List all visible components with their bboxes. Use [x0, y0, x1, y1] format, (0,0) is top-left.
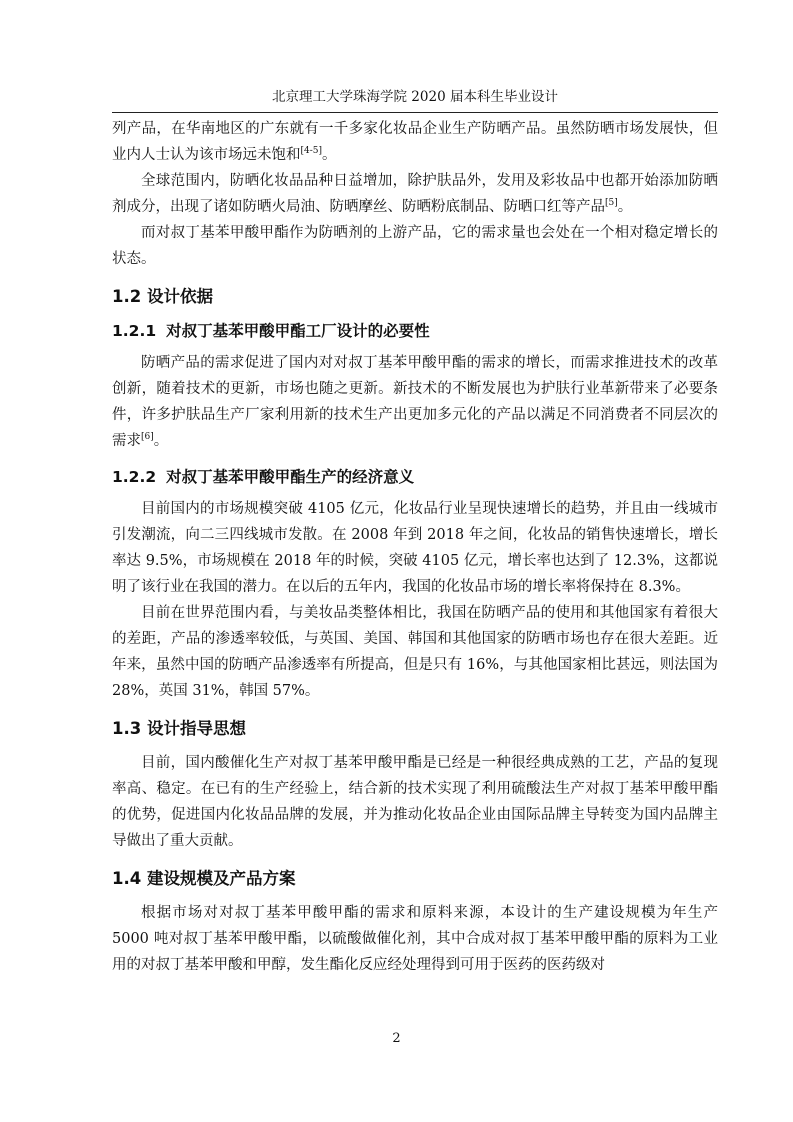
heading-title: 对叔丁基苯甲酸甲酯工厂设计的必要性: [166, 322, 430, 340]
section-heading-1-2-2: [112, 466, 718, 488]
paragraph: 目前，国内酸催化生产对叔丁基苯甲酸甲酯是已经是一种很经典成熟的工艺，产品的复现率高、稳定。在已有的生产经验上，结合新的技术实现了利用硫酸法生产对叔丁基苯甲酸甲酯的优势，促进国内化妆品品牌的发展，并为推动化妆品企业由国际品牌主导转变为国内品牌主导做出了重大贡献。: [112, 755, 718, 849]
section-heading-1-4: 1.4 建设规模及产品方案: [112, 869, 296, 888]
section-heading-1-3: 1.3 设计指导思想: [112, 719, 246, 738]
paragraph: 全球范围内，防晒化妆品品种日益增加，除护肤品外，发用及彩妆品中也都开始添加防晒剂成分，出现了诸如防晒火局油、防晒摩丝、防晒粉底制品、防晒口红等产品[5]。: [112, 173, 718, 215]
paragraph: 目前在世界范围内看，与美妆品类整体相比，我国在防晒产品的使用和其他国家有着很大的差距，产品的渗透率较低，与英国、美国、韩国和其他国家的防晒市场也存在很大差距。近年来，虽然中国的防晒产品渗透率有所提高，但是只有 16%，与其他国家相比甚远，则法国为 28%，英国 31%，韩国 57%。: [112, 605, 718, 699]
citation: [6]: [141, 432, 154, 442]
page-number: 2: [392, 1031, 401, 1046]
paragraph: 目前国内的市场规模突破 4105 亿元，化妆品行业呈现快速增长的趋势，并且由一线城市引发潮流，向二三四线城市发散。在 2008 年到 2018 年之间，化妆品的销售快速增长，增长率达 9.5%，市场规模在 2018 年的时候，突破 4105 亿元，增长率也达到了 12.3%，这都说明了该行业在我国的潜力。在以后的五年内，我国的化妆品市场的增长率将保持在 8.3%。: [112, 501, 718, 595]
section-heading-1-2-1: [112, 320, 718, 342]
paragraph: 防晒产品的需求促进了国内对对叔丁基苯甲酸甲酯的需求的增长，而需求推进技术的改革创新，随着技术的更新，市场也随之更新。新技术的不断发展也为护肤行业革新带来了必要条件，许多护肤品生产厂家利用新的技术生产出更加多元化的产品以满足不同消费者不同层次的需求[6]。: [112, 355, 718, 449]
paragraph-continuation: 列产品，在华南地区的广东就有一千多家化妆品企业生产防晒产品。虽然防晒市场发展快，但业内人士认为该市场远未饱和[4-5]。: [112, 121, 718, 163]
citation: [4-5]: [300, 146, 323, 156]
body-content: [112, 116, 718, 978]
citation: [5]: [605, 198, 618, 208]
page-header: 北京理工大学珠海学院 2020 届本科生毕业设计: [272, 89, 558, 105]
heading-number: 1.2.1: [112, 322, 157, 340]
section-heading-1-2: 1.2 设计依据: [112, 287, 213, 306]
header-rule: [112, 112, 718, 113]
paragraph: 而对叔丁基苯甲酸甲酯作为防晒剂的上游产品，它的需求量也会处在一个相对稳定增长的状态。: [112, 225, 718, 267]
heading-number: 1.2.2: [112, 468, 157, 486]
heading-title: 对叔丁基苯甲酸甲酯生产的经济意义: [166, 468, 415, 486]
paragraph: 根据市场对对叔丁基苯甲酸甲酯的需求和原料来源，本设计的生产建设规模为年生产 5000 吨对叔丁基苯甲酸甲酯，以硫酸做催化剂，其中合成对叔丁基苯甲酸甲酯的原料为工业用的对叔丁基苯甲酸和甲醇，发生酯化反应经处理得到可用于医药的医药级对: [112, 905, 718, 973]
